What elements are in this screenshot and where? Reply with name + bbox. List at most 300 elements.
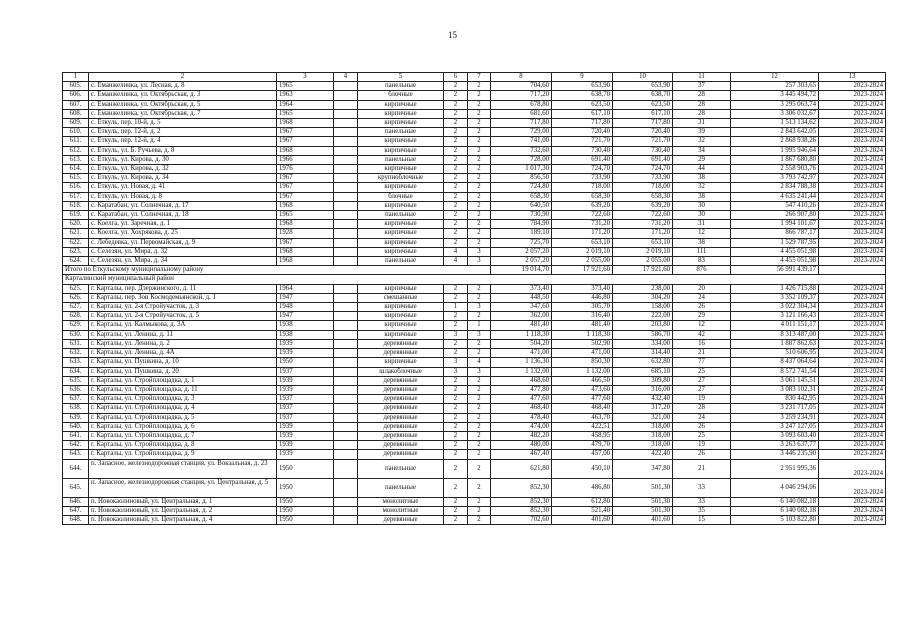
column-number: 4 (334, 73, 358, 82)
table-cell: 29 (673, 155, 731, 164)
table-cell: 610. (63, 128, 89, 137)
table-cell: 1967 (277, 192, 334, 201)
table-cell: 653,10 (613, 238, 673, 247)
table-cell: 609. (63, 119, 89, 128)
table-row (63, 220, 886, 229)
table-cell: 2 (468, 119, 491, 128)
table-row (63, 137, 886, 146)
table-cell: 504,20 (491, 339, 552, 348)
table-cell (334, 91, 358, 100)
table-cell: 717,80 (613, 119, 673, 128)
table-cell: 1939 (277, 441, 334, 450)
table-row (63, 349, 886, 358)
table-cell: 2023-2024 (819, 229, 886, 238)
table-cell: 729,00 (491, 128, 552, 137)
column-number: 11 (673, 73, 731, 82)
table-cell: 477,80 (491, 385, 552, 394)
total-value: 17 921,60 (552, 266, 613, 275)
table-cell: 502,90 (552, 339, 613, 348)
table-cell: 33 (673, 478, 731, 497)
table-cell: 481,40 (552, 321, 613, 330)
table-cell: 1965 (277, 211, 334, 220)
table-cell: 1950 (277, 515, 334, 524)
table-cell: 2023-2024 (819, 100, 886, 109)
table-cell (334, 422, 358, 431)
table-cell: с. Еманжелинка, ул. Октябрьская, д. 5 (89, 100, 277, 109)
table-cell: 2023-2024 (819, 422, 886, 431)
table-cell (334, 413, 358, 422)
table-cell: деревянные (358, 339, 444, 348)
table-cell: 2 (468, 293, 491, 302)
table-cell: кирпичные (358, 201, 444, 210)
table-cell: 16 (673, 339, 731, 348)
table-cell (334, 441, 358, 450)
table-cell: 641. (63, 431, 89, 440)
table-cell: 38 (673, 174, 731, 183)
table-row (63, 109, 886, 118)
table-cell: 479,70 (552, 441, 613, 450)
table-cell: 2023-2024 (819, 119, 886, 128)
table-cell: 2023-2024 (819, 155, 886, 164)
table-cell (334, 247, 358, 256)
table-row (63, 293, 886, 302)
table-cell: панельные (358, 128, 444, 137)
table-cell: 1939 (277, 422, 334, 431)
table-cell: 632,80 (613, 358, 673, 367)
table-cell: 1 529 787,95 (731, 238, 819, 247)
table-cell: 2023-2024 (819, 339, 886, 348)
table-cell: 480,00 (491, 441, 552, 450)
table-cell: 617,10 (613, 109, 673, 118)
table-cell: 2023-2024 (819, 367, 886, 376)
table-cell: 2 (444, 238, 468, 247)
table-cell: 34 (673, 146, 731, 155)
table-cell: 28 (673, 100, 731, 109)
table-cell: 2023-2024 (819, 91, 886, 100)
table-cell: с. Лебедевка, ул. Первомайская, д. 9 (89, 238, 277, 247)
table-cell (334, 376, 358, 385)
table-cell: 26 (673, 450, 731, 459)
table-cell: 4 (444, 247, 468, 256)
table-cell: 521,40 (552, 506, 613, 515)
table-cell: 3 (444, 367, 468, 376)
table-cell: 2 (468, 506, 491, 515)
table-row (63, 376, 886, 385)
table-cell: кирпичные (358, 358, 444, 367)
table-cell: 1939 (277, 431, 334, 440)
table-cell (334, 515, 358, 524)
table-row (63, 82, 886, 91)
table-cell: 638. (63, 404, 89, 413)
table-cell: 623,50 (552, 100, 613, 109)
table-cell: 31 (673, 119, 731, 128)
table-cell: 3 446 235,90 (731, 450, 819, 459)
table-cell: 717,80 (552, 119, 613, 128)
table-cell: 3 (468, 247, 491, 256)
table-cell: 2 (468, 431, 491, 440)
table-cell: 26 (673, 422, 731, 431)
table-cell: 621. (63, 229, 89, 238)
table-cell: 2 (468, 395, 491, 404)
table-cell: 620. (63, 220, 89, 229)
table-cell: 852,30 (491, 506, 552, 515)
table-cell: 2 (468, 201, 491, 210)
total-label: Итого по Еткульскому муниципальному району (63, 266, 491, 275)
table-cell: 685,10 (613, 367, 673, 376)
table-cell: 3 (468, 330, 491, 339)
table-cell: 2 (444, 192, 468, 201)
table-row (63, 367, 886, 376)
table-cell: 2 (468, 422, 491, 431)
table-cell: кирпичные (358, 137, 444, 146)
table-cell: 702,60 (491, 515, 552, 524)
table-cell: 21 (673, 459, 731, 478)
table-cell: 446,80 (552, 293, 613, 302)
table-cell: кирпичные (358, 119, 444, 128)
table-cell: 1950 (277, 358, 334, 367)
table-cell: 401,60 (613, 515, 673, 524)
table-cell: 1948 (277, 303, 334, 312)
table-cell: 474,00 (491, 422, 552, 431)
table-cell: 606. (63, 91, 89, 100)
table-cell: 2023-2024 (819, 183, 886, 192)
table-cell: 15 (673, 515, 731, 524)
table-cell: панельные (358, 459, 444, 478)
table-cell: 1 887 862,63 (731, 339, 819, 348)
table-cell: деревянные (358, 385, 444, 394)
table-cell: 611. (63, 137, 89, 146)
table-row (63, 450, 886, 459)
table-cell: 2 (444, 404, 468, 413)
table-row (63, 478, 886, 497)
table-cell: 1937 (277, 404, 334, 413)
table-cell: 334,00 (613, 339, 673, 348)
table-cell: 639,20 (552, 201, 613, 210)
table-cell: 2 (444, 515, 468, 524)
table-cell: 309,80 (613, 376, 673, 385)
table-cell: 26 (673, 303, 731, 312)
table-cell: 2 (444, 441, 468, 450)
table-cell: с. Еткуль, пер. 10-й, д. 5 (89, 119, 277, 128)
table-cell: 653,90 (613, 82, 673, 91)
table-cell: 1968 (277, 257, 334, 266)
table-cell: 3 (444, 330, 468, 339)
table-cell (334, 165, 358, 174)
table-cell: 316,40 (552, 312, 613, 321)
table-cell: 27 (673, 385, 731, 394)
table-cell: г. Карталы, ул. Стройплощадка, д. 1 (89, 376, 277, 385)
table-cell: 422,51 (552, 422, 613, 431)
table-row (63, 321, 886, 330)
table-cell: г. Карталы, ул. Стройплощадка, д. 9 (89, 450, 277, 459)
table-cell: п. Новокаолиновый, ул. Центральная, д. 1 (89, 497, 277, 506)
table-cell: 1968 (277, 201, 334, 210)
table-cell: 730,40 (552, 146, 613, 155)
table-cell: 3 121 166,43 (731, 312, 819, 321)
table-cell: панельные (358, 82, 444, 91)
table-cell: 2023-2024 (819, 109, 886, 118)
table-cell: 2 019,10 (613, 247, 673, 256)
table-cell: 2 057,20 (491, 247, 552, 256)
table-cell (334, 109, 358, 118)
table-cell: кирпичные (358, 183, 444, 192)
table-cell: 501,30 (613, 478, 673, 497)
total-value: 876 (673, 266, 731, 275)
table-cell: 2 834 788,38 (731, 183, 819, 192)
table-cell: 2 (468, 238, 491, 247)
table-cell: 2 (468, 91, 491, 100)
table-cell: 2 (444, 395, 468, 404)
table-cell: 21 (673, 349, 731, 358)
table-cell: 2 (468, 312, 491, 321)
table-cell: 2 (444, 211, 468, 220)
table-cell (334, 312, 358, 321)
table-cell: 2023-2024 (819, 220, 886, 229)
table-cell: 646. (63, 497, 89, 506)
table-cell: 222,00 (613, 312, 673, 321)
table-cell: кирпичные (358, 238, 444, 247)
table-cell (334, 257, 358, 266)
table-cell: деревянные (358, 404, 444, 413)
table-cell: 317,20 (613, 404, 673, 413)
table-cell: 852,30 (491, 497, 552, 506)
table-cell: 1967 (277, 174, 334, 183)
table-cell: 2 (468, 459, 491, 478)
table-cell: с. Селезян, ул. Мира, д. 32 (89, 247, 277, 256)
table-cell (334, 211, 358, 220)
table-cell: п. Новокаолиновый, ул. Центральная, д. 4 (89, 515, 277, 524)
table-cell (334, 431, 358, 440)
table-row (63, 358, 886, 367)
table-cell: 1937 (277, 413, 334, 422)
table-cell: 5 103 822,80 (731, 515, 819, 524)
table-cell (334, 137, 358, 146)
table-cell: 422,40 (613, 450, 673, 459)
table-cell: 471,00 (552, 349, 613, 358)
table-cell: 623,50 (613, 100, 673, 109)
table-cell: 3 445 494,72 (731, 91, 819, 100)
table-cell: 318,00 (613, 431, 673, 440)
table-cell: г. Карталы, ул. 2-я Стройучасток, д. 3 (89, 303, 277, 312)
table-cell: 2023-2024 (819, 174, 886, 183)
table-cell: 1939 (277, 450, 334, 459)
table-cell (334, 506, 358, 515)
table-cell: 1947 (277, 293, 334, 302)
table-row (63, 441, 886, 450)
table-cell: 1963 (277, 91, 334, 100)
table-cell: г. Карталы, ул. Стройплощадка, д. 6 (89, 422, 277, 431)
table-cell: 33 (673, 497, 731, 506)
housing-table (62, 72, 886, 525)
table-cell: деревянные (358, 413, 444, 422)
table-cell: 2023-2024 (819, 497, 886, 506)
table-cell: 4 455 051,98 (731, 247, 819, 256)
table-cell: 2 055,00 (613, 257, 673, 266)
table-cell: 477,60 (491, 395, 552, 404)
table-cell: 2023-2024 (819, 137, 886, 146)
table-cell: 658,30 (613, 192, 673, 201)
table-cell: 634. (63, 367, 89, 376)
table-cell: 730,40 (613, 146, 673, 155)
table-cell (334, 330, 358, 339)
table-cell: 605. (63, 82, 89, 91)
table-cell: 1937 (277, 367, 334, 376)
table-cell: кирпичные (358, 229, 444, 238)
table-cell (334, 229, 358, 238)
table-cell (334, 119, 358, 128)
table-cell: 111 (673, 247, 731, 256)
table-cell: 304,20 (613, 293, 673, 302)
table-cell: 2023-2024 (819, 238, 886, 247)
table-cell: 2 (444, 109, 468, 118)
table-cell: 2 (468, 376, 491, 385)
table-cell: 2023-2024 (819, 459, 886, 478)
table-cell: 305,70 (552, 303, 613, 312)
table-cell: 2023-2024 (819, 257, 886, 266)
table-cell: кирпичные (358, 330, 444, 339)
table-cell: 691,40 (613, 155, 673, 164)
table-cell: 2 (444, 422, 468, 431)
table-cell: 189,10 (491, 229, 552, 238)
table-cell: 1967 (277, 128, 334, 137)
table-cell: 3 247 127,05 (731, 422, 819, 431)
column-number: 10 (613, 73, 673, 82)
column-number: 1 (63, 73, 89, 82)
table-row (63, 404, 886, 413)
table-cell: с. Еткуль, пер. 12-й, д. 4 (89, 137, 277, 146)
table-row (63, 459, 886, 478)
table-cell: 2 (468, 413, 491, 422)
table-cell (334, 367, 358, 376)
table-cell: 2023-2024 (819, 395, 886, 404)
table-cell: 733,90 (552, 174, 613, 183)
table-cell: 850,30 (552, 358, 613, 367)
table-cell: 8 437 064,64 (731, 358, 819, 367)
table-cell: 627. (63, 303, 89, 312)
table-cell: 3 061 145,51 (731, 376, 819, 385)
table-cell: 2 (444, 339, 468, 348)
table-cell: 25 (673, 367, 731, 376)
table-row (63, 303, 886, 312)
table-cell: 318,00 (613, 441, 673, 450)
table-cell: 2023-2024 (819, 146, 886, 155)
district-header-row (63, 275, 886, 284)
table-cell: с. Еманжелинка, ул. Октябрьская, д. 7 (89, 109, 277, 118)
table-cell: 721,70 (552, 137, 613, 146)
table-row (63, 422, 886, 431)
table-cell: 724,70 (552, 165, 613, 174)
table-cell: 2 (444, 137, 468, 146)
table-cell: 633. (63, 358, 89, 367)
table-cell: 238,00 (613, 284, 673, 293)
table-cell: 401,60 (552, 515, 613, 524)
table-cell: 2 (468, 515, 491, 524)
table-cell (334, 238, 358, 247)
table-cell: 2023-2024 (819, 515, 886, 524)
table-cell: г. Карталы, пер. Зои Космодемьянской, д. 1 (89, 293, 277, 302)
table-cell: с. Каратабан, ул. Солнечная, д. 17 (89, 201, 277, 210)
table-cell: 653,10 (552, 238, 613, 247)
table-cell: 2023-2024 (819, 330, 886, 339)
table-row (63, 146, 886, 155)
table-cell: 2 055,00 (552, 257, 613, 266)
table-cell: 2023-2024 (819, 128, 886, 137)
total-value: 19 014,70 (491, 266, 552, 275)
table-cell: 19 (673, 395, 731, 404)
table-cell: 463,70 (552, 413, 613, 422)
table-cell: 720,40 (552, 128, 613, 137)
table-cell: 1 994 101,67 (731, 220, 819, 229)
table-cell: 318,00 (613, 422, 673, 431)
table-cell: 2023-2024 (819, 478, 886, 497)
table-cell: 24 (673, 413, 731, 422)
table-cell: 8 313 487,00 (731, 330, 819, 339)
table-cell: с. Еткуль, ул. Новая, д. 8 (89, 192, 277, 201)
table-cell (334, 349, 358, 358)
total-value: 56 991 439,17 (731, 266, 819, 275)
table-cell: 2 (444, 431, 468, 440)
table-cell: 448,50 (491, 293, 552, 302)
table-cell: 623. (63, 247, 89, 256)
total-value: 17 921,60 (613, 266, 673, 275)
table-cell (334, 459, 358, 478)
table-cell: 44 (673, 165, 731, 174)
table-cell (334, 284, 358, 293)
table-cell: 2 (468, 404, 491, 413)
table-cell: с. Селезян, ул. Мира, д. 34 (89, 257, 277, 266)
table-cell: 720,40 (613, 128, 673, 137)
table-cell: 629. (63, 321, 89, 330)
table-cell: 1937 (277, 395, 334, 404)
table-cell: с. Еткуль, пер. 12-й, д. 2 (89, 128, 277, 137)
table-row (63, 506, 886, 515)
table-row (63, 413, 886, 422)
table-cell: г. Карталы, ул. Пушкина, д. 20 (89, 367, 277, 376)
table-row (63, 385, 886, 394)
table-cell: 1938 (277, 330, 334, 339)
table-cell: 2 (444, 183, 468, 192)
table-cell: п. Запасное, железнодорожная станция, ул. Вокзальная, д. 23 (89, 459, 277, 478)
table-cell: п. Новокаолиновый, ул. Центральная, д. 2 (89, 506, 277, 515)
table-cell: блочные (358, 91, 444, 100)
table-cell: 8 572 741,54 (731, 367, 819, 376)
table-cell: 3 093 603,40 (731, 431, 819, 440)
table-cell: 1 118,30 (552, 330, 613, 339)
table-cell (334, 183, 358, 192)
table-cell: 730,90 (491, 211, 552, 220)
table-cell: 586,70 (613, 330, 673, 339)
table-cell: 2 (468, 146, 491, 155)
table-cell: 2 (444, 128, 468, 137)
table-cell: 636. (63, 385, 89, 394)
table-cell: 616. (63, 183, 89, 192)
table-cell: 725,70 (491, 238, 552, 247)
table-cell: 12 (673, 229, 731, 238)
table-cell: г. Карталы, ул. Стройплощадка, д. 4 (89, 404, 277, 413)
table-cell: 2 (444, 506, 468, 515)
table-cell: 704,60 (491, 82, 552, 91)
table-cell: 28 (673, 109, 731, 118)
table-cell: 724,80 (491, 183, 552, 192)
table-cell: 2023-2024 (819, 165, 886, 174)
table-cell: 1939 (277, 376, 334, 385)
table-cell: 2 (444, 497, 468, 506)
table-row (63, 284, 886, 293)
table-cell: 468,60 (491, 376, 552, 385)
table-cell (334, 100, 358, 109)
table-row (63, 165, 886, 174)
table-cell: 25 (673, 431, 731, 440)
